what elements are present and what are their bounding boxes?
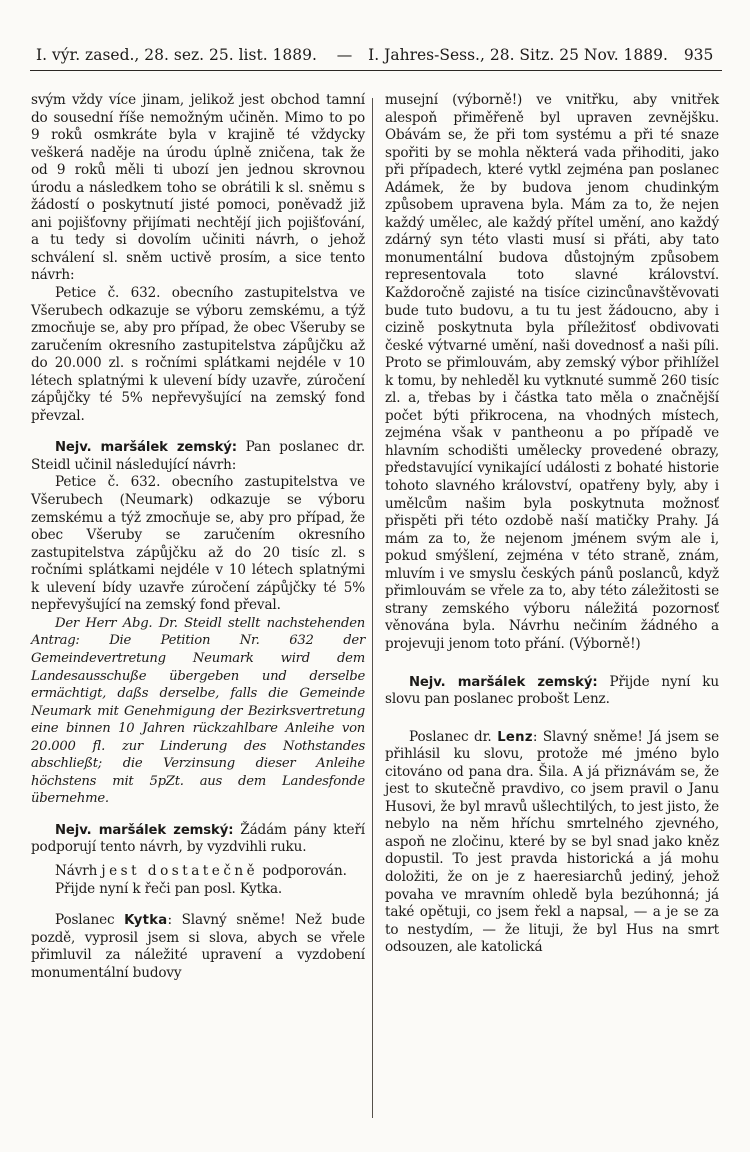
page-number: 935 xyxy=(683,46,714,64)
left-column xyxy=(31,92,365,982)
speech-text: Přijde nyní ku slovu pan poslanec probošt Lenz. xyxy=(385,673,719,708)
speaker-label: Nejv. maršálek zemský: xyxy=(55,440,237,456)
speech-text: : Slavný sněme! Než bude pozdě, vyprosil jsem si slova, abych se vřele přimluvil za náležité upravení a vyzdobení monumentální budovy xyxy=(31,912,365,981)
header-german: I. Jahres-Sess., 28. Sitz. 25 Nov. 1889. xyxy=(368,46,668,64)
page-header xyxy=(36,44,716,70)
speaker-paragraph: Poslanec Kytka: Slavný sněme! Než bude pozdě, vyprosil jsem si slova, abych se vřele přimluvil za náležité upravení a vyzdobení monumentální budovy xyxy=(31,912,365,981)
paragraph: Přijde nyní k řeči pan posl. Kytka. xyxy=(55,880,283,897)
paragraph: svým vždy více jinam, jelikož jest obchod tamní do sousední říše nemožným učiněn. Mimo to po 9 roků osmkráte byla v krajině té vždycky veškerá naděje na úrodu úplně zničena, tak že od 9 roků měli ti ubozí jen jednou skrovnou úrodu a následkem toho se obrátili k sl. sněmu s žádostí o poskytnutí jisté pomoci, poněvadž již ani pojišťovny přijímati nechtějí jich pojišťování, a tu tedy si dovolím učiniti návrh, o jehož schválení sl. sněm uctivě prosím, a sice tento návrh: xyxy=(31,92,365,284)
speech-text: Pan poslanec dr. Steidl učinil následující návrh: xyxy=(31,439,365,473)
speaker-name: Lenz xyxy=(497,729,533,745)
spaced-text: jest dostatečně xyxy=(101,862,259,879)
header-rule xyxy=(30,70,722,71)
speech-text: Žádám pány kteří podporují tento návrh, by vyzdvihli ruku. xyxy=(31,821,365,856)
header-separator: — xyxy=(336,46,353,64)
german-paragraph: Der Herr Abg. Dr. Steidl stellt nachstehenden Antrag: Die Petition Nr. 632 der Gemeindevertretung Neumark wird dem Landesausschuße übergeben und derselbe ermächtigt, daßs derselbe, falls die Gemeinde Neumark mit Genehmigung der Bezirksvertretung eine binnen 10 Jahren rückzahlbare Anleihe von 20.000 fl. zur Linderung des Nothstandes abschließt; die Verzinsung dieser Anleihe höchstens mit 5pZt. aus dem Landesfonde übernehme. xyxy=(31,615,365,807)
speaker-paragraph: Poslanec dr. Lenz: Slavný sněme! Já jsem se přihlásil ku slovu, protože mé jméno bylo citováno od pana dra. Šila. A já přiznávám se, že jest to skutečně pravdivo, co jsem pravil o Janu Husovi, že byl mravů ušlechtilých, to jest jisto, že nebylo na něm hříchu smrtelného zjevného, aspoň ne zločinu, které by se byl snad jako kněz dopustil. To jest pravda historická a já mohu doložiti, že on je z haeresiarchů jediný, jehož povaha ve mravním ohledě byla bezúhonná; já také opětuji, co jsem řekl a napsal, — a je se za to nestydím, — že lituji, že byl Hus na smrt odsouzen, ale katolická xyxy=(385,728,720,956)
paragraph: Návrh jest dostatečně podporován. xyxy=(55,862,347,879)
speaker-label: Nejv. maršálek zemský: xyxy=(409,674,598,690)
speech-text: : Slavný sněme! Já jsem se přihlásil ku slovu, protože mé jméno bylo citováno od pana dra. Šila. A já přiznávám se, že jest to skutečně pravdivo, co jsem pravil o Janu Husovi, že byl mravů ušlechtilých, to jest jisto, že nebylo na něm hříchu smrtelného zjevného, aspoň ne zločinu, které by se byl snad jako kněz dopustil. To jest pravda historická a já mohu doložiti, že on je z haeresiarchů jediný, jehož povaha ve mravním ohledě byla bezúhonná; já také opětuji, co jsem řekl a napsal, — a je se za to nestydím, — že lituji, že byl Hus na smrt odsouzen, ale katolická xyxy=(385,728,720,956)
paragraph: Petice č. 632. obecního zastupitelstva ve Všerubech odkazuje se výboru zemskému, a týž zmocňuje se, aby pro případ, že obec Všeruby se zaručením okresního zastupitelstva zápůjčku až do 20.000 zl. s ročními splátkami nejdéle v 10 létech splatnými k ulevení bídy uzavře, zúročení zápůjčky té 5% nepřevyšující na zemský fond převzal. xyxy=(31,285,365,424)
speaker-paragraph xyxy=(31,439,365,474)
header-czech: I. výr. zased., 28. sez. 25. list. 1889. xyxy=(36,46,317,64)
speaker-paragraph xyxy=(31,822,365,857)
column-divider xyxy=(372,98,373,1118)
right-column xyxy=(385,92,719,957)
paragraph: Petice č. 632. obecního zastupitelstva ve Všerubech (Neumark) odkazuje se výboru zemskému a týž zmocňuje se, aby pro případ, že obec Všeruby se zaručením okresního zastupitelstva zápůjčku až do 20 tisíc zl. s ročními splátkami nejdéle v 10 létech splatnými k ulevení bídy uzavře zúročení zápůjčky té 5% nepřevyšující na zemský fond převal. xyxy=(31,474,365,614)
speaker-paragraph xyxy=(385,674,719,709)
speaker-name: Kytka xyxy=(124,913,168,929)
paragraph: musejní (výborně!) ve vnitřku, aby vnitřek alespoň přiměřeně byl upraven zevnějšku. Obávám se, že při tom systému a při té snaze spořiti by se mohla některá vada přihoditi, jako při případech, které vytkl zejména pan poslanec Adámek, že by budova jenom chudinkým způsobem upravena byla. Mám za to, že nejen každý umělec, ale každý přítel umění, ano každý zdárný syn této vlasti musí si přáti, aby tato monumentální budova důstojným způsobem representovala toto slavné království. Každoročně zajisté na tisíce cizincůnavštěvovati bude tuto budovu, a tu tu jest žádoucno, aby i cizině poskytnuta byla příležitosť obdivovati české výtvarné umění, naši dovednosť a naši píli. Proto se přimlouvám, aby zemský výbor přihlížel k tomu, by nehleděl ku vytknuté summě 260 tisíc zl. a, třebas by i částka tato měla o značnější počet býti přikrocena, na vhodných místech, zejména však v pantheonu a po případě ve hlavním schodišti umělecky provedené obrazy, představující vynikající události z bohaté historie tohoto slavného království, opatřeny byly, aby i umělcům našim byla poskytnuta možnosť přispěti při této ozdobě naší matičky Prahy. Já mám za to, že nejenom jménem svým ale i, pokud smýšlení, zejména v této straně, znám, mluvím i ve smyslu českých pánů poslanců, když přimlouvám se vřele za to, aby této záležitosti se strany zemského výboru náležitá pozornosť věnována byla. Návrhu nečiním žádného a projevuji jenom toto přání. (Výborně!) xyxy=(385,92,719,652)
speaker-label: Nejv. maršálek zemský: xyxy=(55,822,234,838)
